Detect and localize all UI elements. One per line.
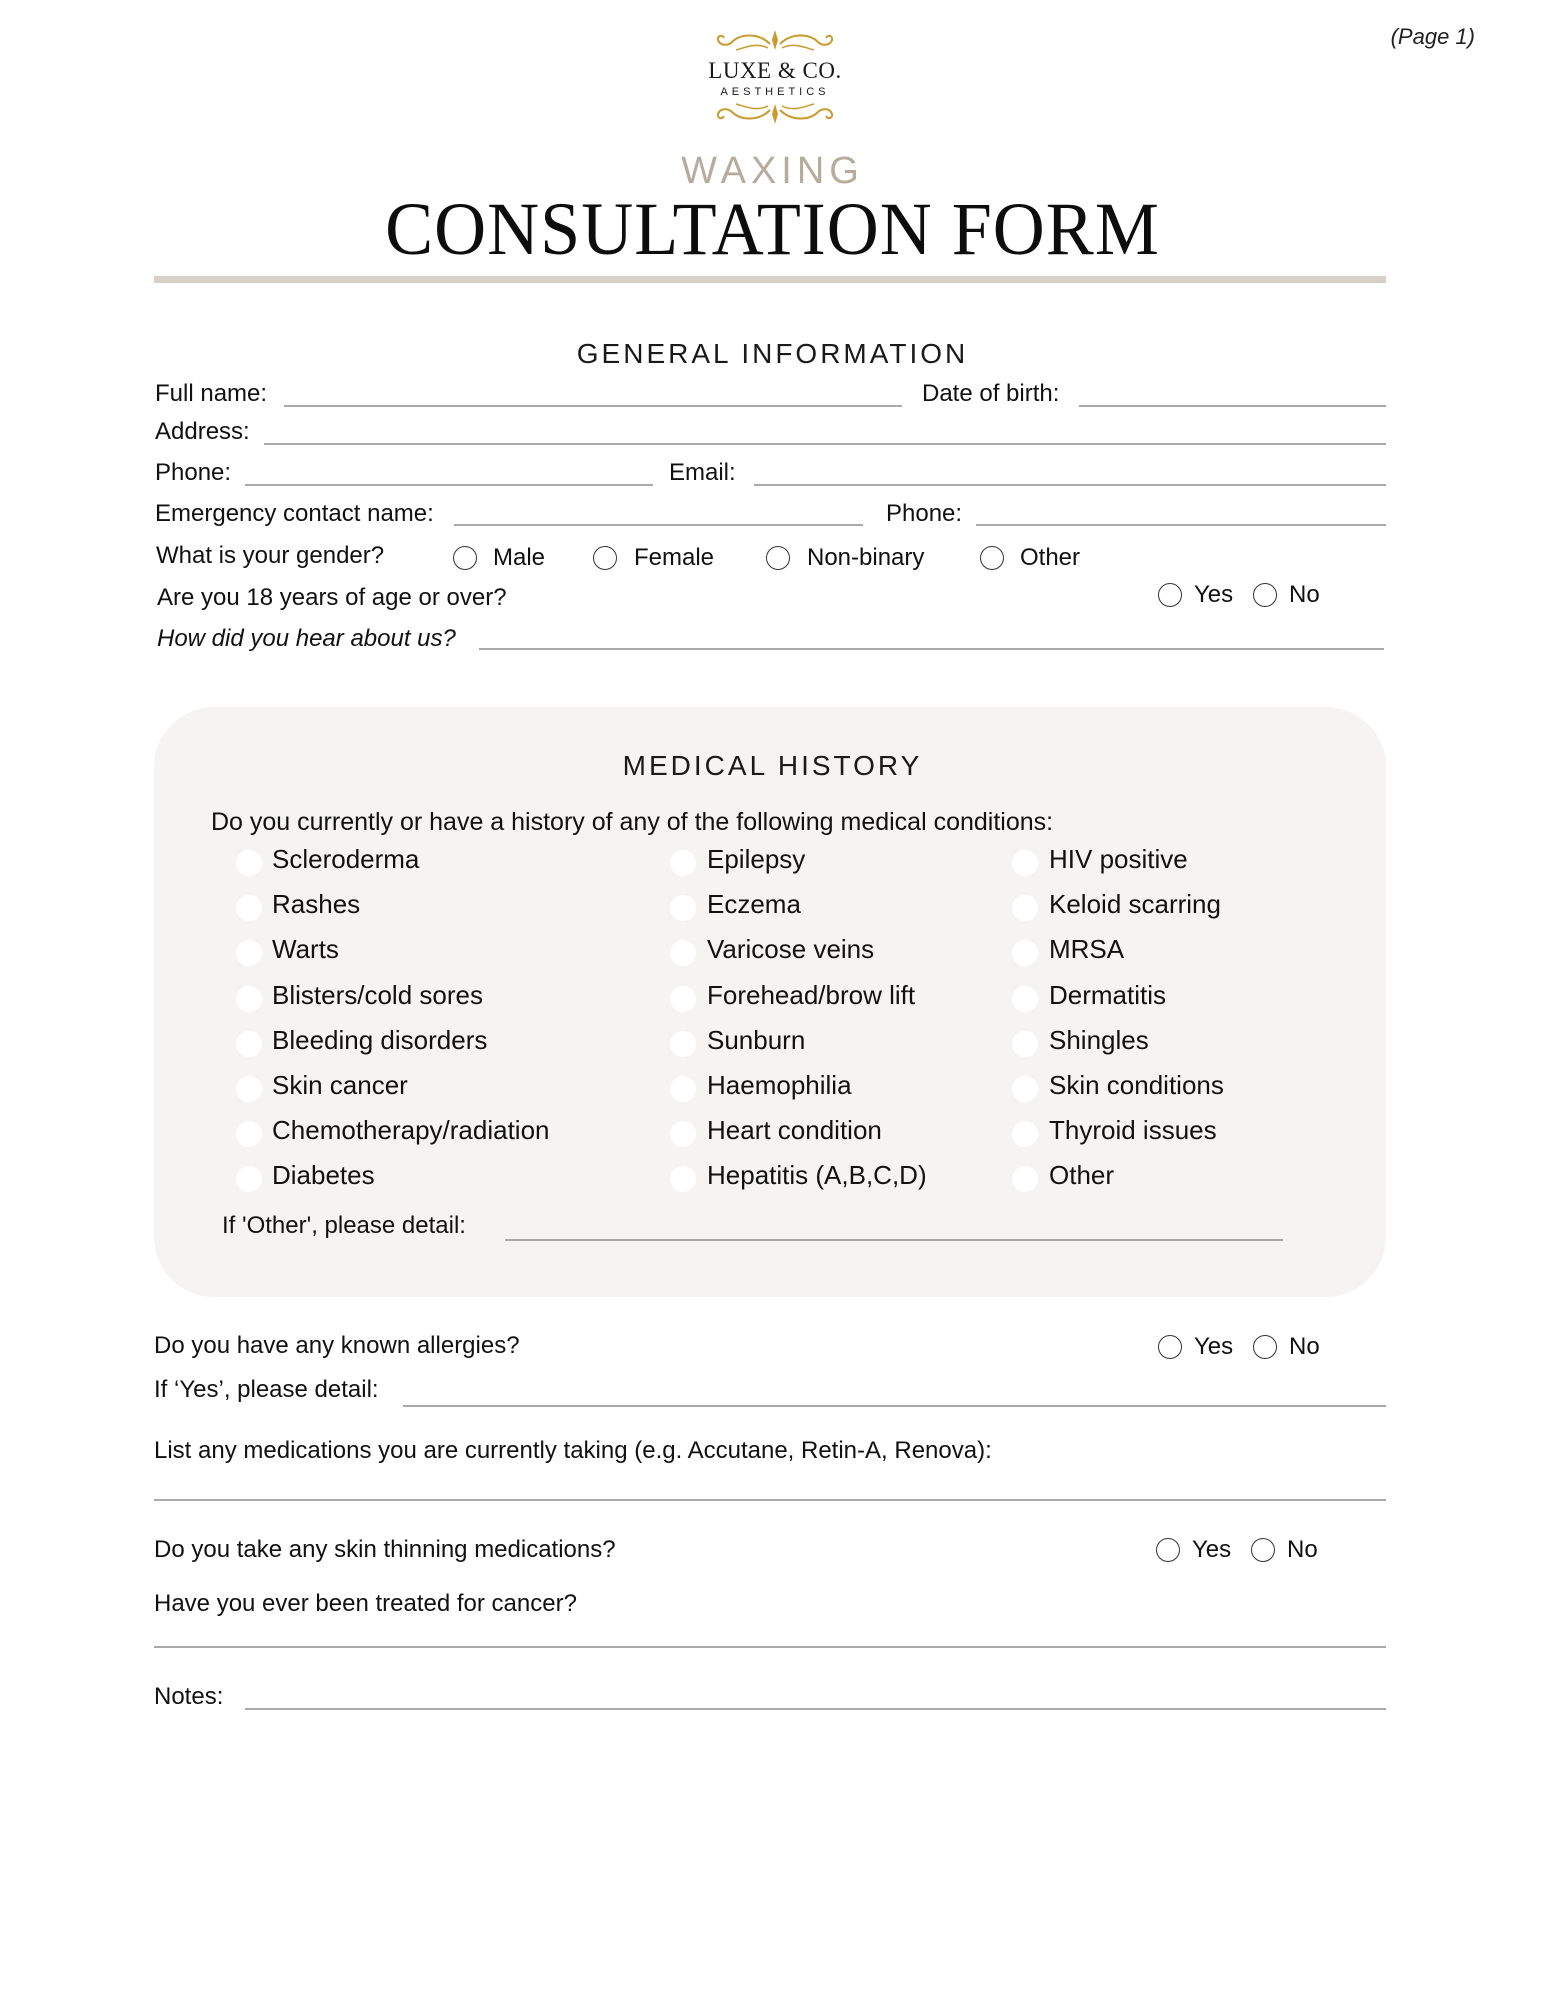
condition-checkbox[interactable]: [236, 1076, 262, 1102]
allergies-detail-label: If ‘Yes’, please detail:: [154, 1376, 379, 1403]
condition-checkbox[interactable]: [670, 986, 696, 1012]
condition-label: HIV positive: [1049, 844, 1188, 874]
condition-checkbox[interactable]: [1012, 1076, 1038, 1102]
other-detail-label: If 'Other', please detail:: [222, 1212, 466, 1239]
condition-checkbox[interactable]: [1012, 850, 1038, 876]
condition-label: Bleeding disorders: [272, 1024, 488, 1055]
brand-name: LUXE & CO.: [708, 58, 842, 83]
address-label: Address:: [155, 418, 250, 445]
email-field[interactable]: [754, 484, 1386, 486]
age-yes-radio[interactable]: [1158, 583, 1182, 607]
medications-label: List any medications you are currently taking (e.g. Accutane, Retin-A, Renova):: [154, 1437, 992, 1464]
referral-question: How did you hear about us?: [157, 625, 456, 652]
condition-checkbox[interactable]: [670, 850, 696, 876]
age-no-label: No: [1289, 581, 1320, 608]
condition-label: Keloid scarring: [1049, 889, 1221, 920]
title-divider: [154, 276, 1386, 283]
notes-label: Notes:: [154, 1683, 224, 1710]
brand-logo: [685, 28, 865, 138]
gender-female-label: Female: [634, 544, 715, 571]
condition-label: Shingles: [1049, 1024, 1149, 1055]
emergency-contact-field[interactable]: [454, 524, 863, 526]
condition-label: Sunburn: [707, 1024, 806, 1055]
emergency-phone-label: Phone:: [886, 500, 963, 527]
condition-label: Forehead/brow lift: [707, 979, 916, 1010]
condition-checkbox[interactable]: [236, 986, 262, 1012]
condition-checkbox[interactable]: [1012, 1031, 1038, 1057]
referral-field[interactable]: [479, 648, 1384, 650]
top-flourish-icon: [710, 28, 840, 56]
condition-label: Chemotherapy/radiation: [272, 1115, 550, 1146]
allergies-yes-radio[interactable]: [1158, 1335, 1182, 1359]
condition-label: Skin cancer: [272, 1070, 408, 1100]
condition-label: Eczema: [707, 889, 801, 920]
allergies-question: Do you have any known allergies?: [154, 1332, 520, 1359]
skin-thinning-question: Do you take any skin thinning medications?: [154, 1536, 616, 1563]
address-field[interactable]: [264, 443, 1386, 445]
condition-checkbox[interactable]: [670, 1121, 696, 1147]
condition-checkbox[interactable]: [236, 1031, 262, 1057]
cancer-field[interactable]: [154, 1646, 1386, 1648]
medical-prompt: Do you currently or have a history of any of the following medical conditions:: [211, 808, 1054, 836]
condition-label: Skin conditions: [1049, 1070, 1224, 1100]
dob-field[interactable]: [1079, 405, 1386, 407]
age-question: Are you 18 years of age or over?: [157, 584, 507, 611]
condition-label: Epilepsy: [707, 844, 806, 874]
emergency-contact-label: Emergency contact name:: [155, 500, 434, 527]
condition-label: Dermatitis: [1049, 979, 1167, 1010]
dob-label: Date of birth:: [922, 380, 1060, 407]
gender-female-radio[interactable]: [593, 546, 617, 570]
condition-label: Heart condition: [707, 1115, 882, 1146]
condition-checkbox[interactable]: [1012, 895, 1038, 921]
condition-label: Scleroderma: [272, 844, 420, 874]
brand-tagline: AESTHETICS: [720, 86, 830, 98]
condition-checkbox[interactable]: [1012, 1121, 1038, 1147]
gender-nonbinary-radio[interactable]: [766, 546, 790, 570]
gender-nonbinary-label: Non-binary: [807, 544, 925, 571]
condition-label: Hepatitis (A,B,C,D): [707, 1160, 927, 1191]
allergies-yes-label: Yes: [1194, 1333, 1234, 1360]
gender-question: What is your gender?: [156, 542, 385, 569]
form-title: CONSULTATION FORM: [385, 186, 1160, 271]
gender-male-label: Male: [493, 544, 546, 571]
allergies-no-label: No: [1289, 1333, 1320, 1360]
condition-label: Blisters/cold sores: [272, 979, 483, 1010]
condition-checkbox[interactable]: [236, 850, 262, 876]
condition-checkbox[interactable]: [1012, 986, 1038, 1012]
condition-checkbox[interactable]: [236, 895, 262, 921]
skin-thinning-no-label: No: [1287, 1536, 1318, 1563]
gender-other-label: Other: [1020, 544, 1081, 571]
condition-label: MRSA: [1049, 934, 1125, 965]
condition-label: Haemophilia: [707, 1070, 852, 1100]
condition-label: Diabetes: [272, 1160, 375, 1191]
notes-field[interactable]: [245, 1708, 1386, 1710]
age-yes-label: Yes: [1194, 581, 1234, 608]
allergies-detail-field[interactable]: [403, 1405, 1386, 1407]
condition-label: Warts: [272, 934, 339, 965]
condition-checkbox[interactable]: [670, 1031, 696, 1057]
medications-field[interactable]: [154, 1499, 1386, 1501]
condition-checkbox[interactable]: [670, 895, 696, 921]
skin-thinning-yes-radio[interactable]: [1156, 1538, 1180, 1562]
skin-thinning-yes-label: Yes: [1192, 1536, 1232, 1563]
emergency-phone-field[interactable]: [976, 524, 1386, 526]
allergies-no-radio[interactable]: [1253, 1335, 1277, 1359]
condition-label: Varicose veins: [707, 934, 875, 965]
phone-label: Phone:: [155, 459, 232, 486]
skin-thinning-no-radio[interactable]: [1251, 1538, 1275, 1562]
general-info-heading: GENERAL INFORMATION: [576, 338, 969, 369]
condition-label: Rashes: [272, 889, 361, 920]
medical-history-heading: MEDICAL HISTORY: [622, 750, 923, 781]
cancer-question: Have you ever been treated for cancer?: [154, 1590, 577, 1617]
form-subtitle: WAXING: [681, 150, 864, 192]
bottom-flourish-icon: [710, 98, 840, 126]
page-number: (Page 1): [1390, 24, 1475, 49]
gender-male-radio[interactable]: [453, 546, 477, 570]
full-name-field[interactable]: [284, 405, 902, 407]
gender-other-radio[interactable]: [980, 546, 1004, 570]
condition-checkbox[interactable]: [236, 1121, 262, 1147]
phone-field[interactable]: [245, 484, 653, 486]
age-no-radio[interactable]: [1253, 583, 1277, 607]
condition-checkbox[interactable]: [670, 1076, 696, 1102]
condition-label: Other: [1049, 1160, 1115, 1191]
full-name-label: Full name:: [155, 380, 268, 407]
email-label: Email:: [669, 459, 736, 486]
other-detail-field[interactable]: [505, 1239, 1283, 1241]
condition-label: Thyroid issues: [1049, 1115, 1217, 1146]
